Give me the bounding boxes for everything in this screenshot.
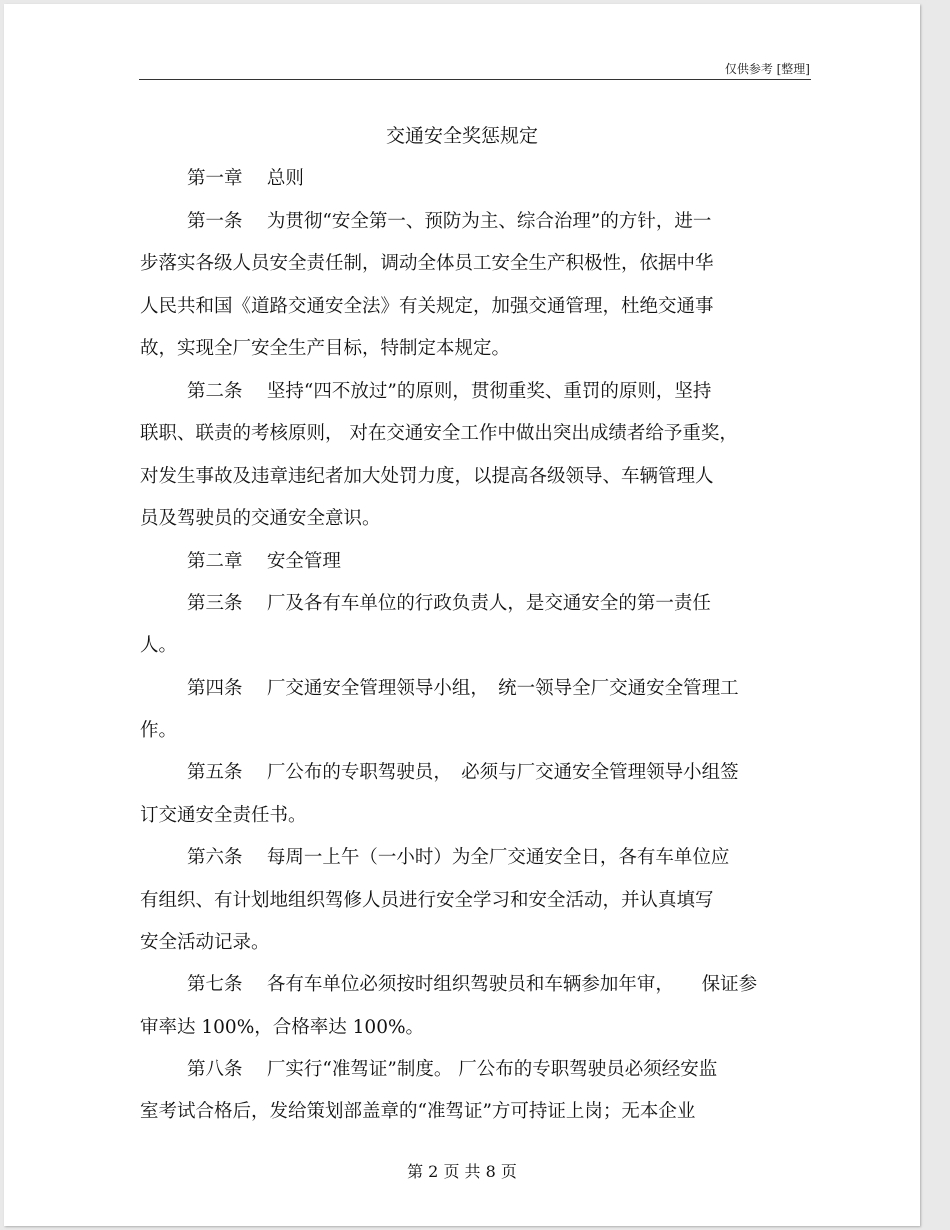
document-page [4,4,920,1226]
text-line: 步落实各级人员安全责任制，调动全体员工安全生产积极性，依据中华 [140,253,714,274]
text-line: 第一章 总则 [140,168,304,189]
text-line: 第三条 厂及各有车单位的行政负责人，是交通安全的第一责任 [140,593,711,614]
text-line: 第一条 为贯彻“安全第一、预防为主、综合治理”的方针，进一 [140,211,712,232]
text-line: 第七条 各有车单位必须按时组织驾驶员和车辆参加年审， 保证参 [140,974,758,995]
text-line: 第二条 坚持“四不放过”的原则，贯彻重奖、重罚的原则，坚持 [140,381,712,402]
text-line: 人民共和国《道路交通安全法》有关规定，加强交通管理，杜绝交通事 [140,296,714,317]
text-line: 安全活动记录。 [140,932,270,953]
header-note: 仅供参考 [整理] [724,62,810,76]
page-indicator: 第 2 页 共 8 页 [407,1162,517,1181]
text-line: 人。 [140,635,178,656]
text-line: 审率达 100%，合格率达 100%。 [140,1017,425,1038]
document-title: 交通安全奖惩规定 [385,125,538,147]
text-line: 对发生事故及违章违纪者加大处罚力度，以提高各级领导、车辆管理人 [140,466,714,487]
text-line: 订交通安全责任书。 [140,805,307,826]
text-line: 第五条 厂公布的专职驾驶员， 必须与厂交通安全管理领导小组签 [140,762,739,783]
text-line: 第六条 每周一上午（一小时）为全厂交通安全日，各有车单位应 [140,847,730,868]
text-line: 室考试合格后，发给策划部盖章的“准驾证”方可持证上岗；无本企业 [140,1101,696,1122]
text-line: 作。 [140,720,178,741]
text-line: 联职、联责的考核原则， 对在交通安全工作中做出突出成绩者给予重奖， [140,423,738,444]
text-line: 有组织、有计划地组织驾修人员进行安全学习和安全活动，并认真填写 [140,890,714,911]
text-line: 第二章 安全管理 [140,551,341,572]
text-line: 第八条 厂实行“准驾证”制度。 厂公布的专职驾驶员必须经安监 [140,1059,718,1080]
header-rule [139,79,811,80]
text-line: 故，实现全厂安全生产目标，特制定本规定。 [140,338,511,359]
text-line: 员及驾驶员的交通安全意识。 [140,508,381,529]
text-line: 第四条 厂交通安全管理领导小组， 统一领导全厂交通安全管理工 [140,678,739,699]
